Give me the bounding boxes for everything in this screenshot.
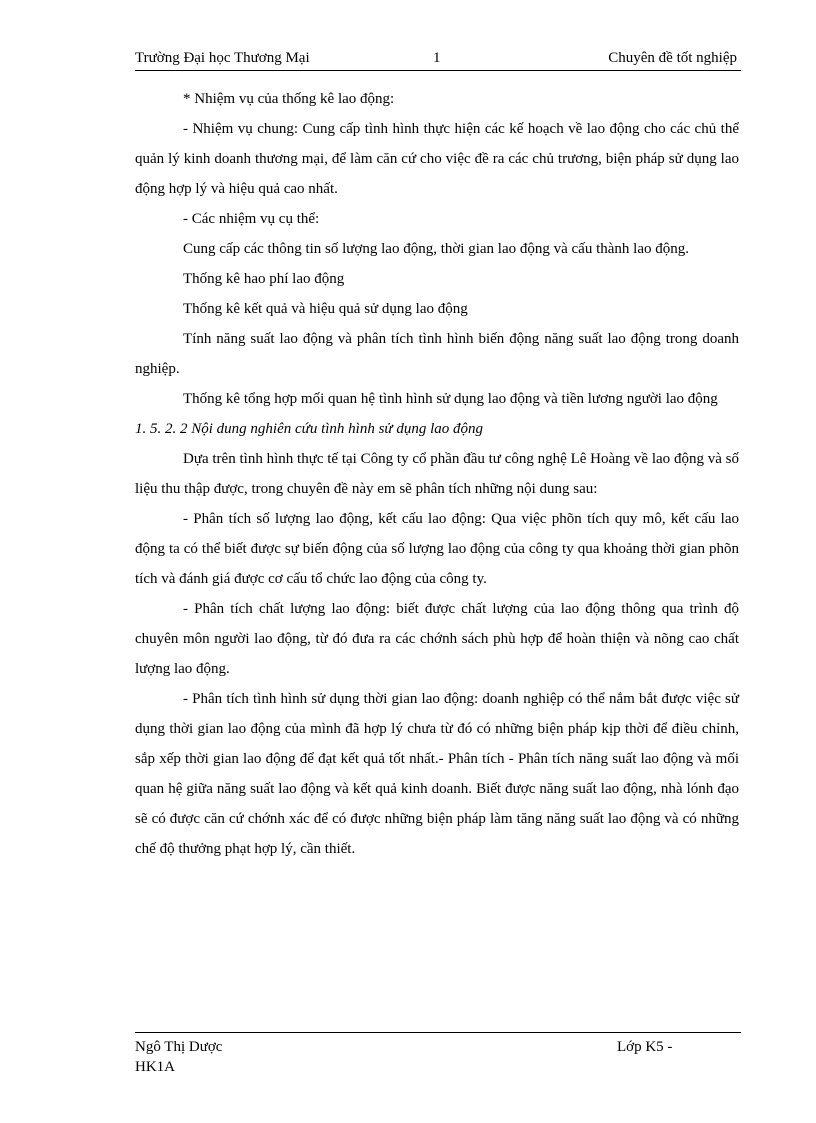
page-footer: [135, 1032, 741, 1075]
paragraph: - Phân tích chất lượng lao động: biết được chất lượng của lao động thông qua trình độ chuyên môn người lao động, từ đó đưa ra các chớnh sách phù hợp để hoàn thiện và nõng cao chất lượng lao động.: [135, 601, 739, 677]
section-heading: 1. 5. 2. 2 Nội dung nghiên cứu tình hình sử dụng lao động: [135, 421, 484, 437]
page-number: 1: [433, 50, 441, 66]
paragraph: - Phân tích số lượng lao động, kết cấu lao động: Qua việc phõn tích quy mô, kết cấu lao động ta có thể biết được sự biến động của số lượng lao động của công ty qua khoảng thời gian phõn tích và đánh giá được cơ cấu tổ chức lao động của công ty.: [135, 511, 739, 587]
footer-class: Lớp K5 -: [617, 1039, 673, 1055]
document-body: [135, 84, 739, 864]
header-title: Chuyên đề tốt nghiệp: [608, 50, 737, 66]
page-header: [135, 44, 741, 71]
paragraph: - Phân tích tình hình sử dụng thời gian lao động: doanh nghiệp có thể nắm bắt được việc sử dụng thời gian lao động của mình đã hợp lý chưa từ đó có những biện pháp kịp thời để điều chỉnh, sắp xếp thời gian lao động để đạt kết quả tốt nhất.- Phân tích - Phân tích năng suất lao động và mối quan hệ giữa năng suất lao động và kết quả kinh doanh. Biết được năng suất lao động, nhà lónh đạo sẽ có được căn cứ chớnh xác để có được những biện pháp làm tăng năng suất lao động và có những chế độ thưởng phạt hợp lý, cần thiết.: [135, 691, 739, 857]
paragraph: Dựa trên tình hình thực tế tại Công ty cổ phần đầu tư công nghệ Lê Hoàng về lao động và số liệu thu thập được, trong chuyên đề này em sẽ phân tích những nội dung sau:: [135, 451, 739, 497]
paragraph: Thống kê hao phí lao động: [183, 271, 345, 287]
paragraph: Cung cấp các thông tin số lượng lao động, thời gian lao động và cấu thành lao động.: [183, 241, 689, 257]
header-school: Trường Đại học Thương Mại: [135, 50, 310, 66]
paragraph: * Nhiệm vụ của thống kê lao động:: [183, 91, 395, 107]
paragraph: - Các nhiệm vụ cụ thể:: [183, 211, 320, 227]
paragraph: Thống kê kết quả và hiệu quả sử dụng lao động: [183, 301, 468, 317]
footer-author: Ngô Thị Dược: [135, 1039, 223, 1055]
paragraph: Thống kê tổng hợp mối quan hệ tình hình sử dụng lao động và tiền lương người lao động: [183, 391, 718, 407]
paragraph: Tính năng suất lao động và phân tích tình hình biến động năng suất lao động trong doanh nghiệp.: [135, 331, 739, 377]
footer-class-code: HK1A: [135, 1059, 175, 1075]
paragraph: - Nhiệm vụ chung: Cung cấp tình hình thực hiện các kế hoạch về lao động cho các chủ thể quản lý kinh doanh thương mại, để làm căn cứ cho việc đề ra các chủ trương, biện pháp sử dụng lao động hợp lý và hiệu quả cao nhất.: [135, 121, 739, 197]
